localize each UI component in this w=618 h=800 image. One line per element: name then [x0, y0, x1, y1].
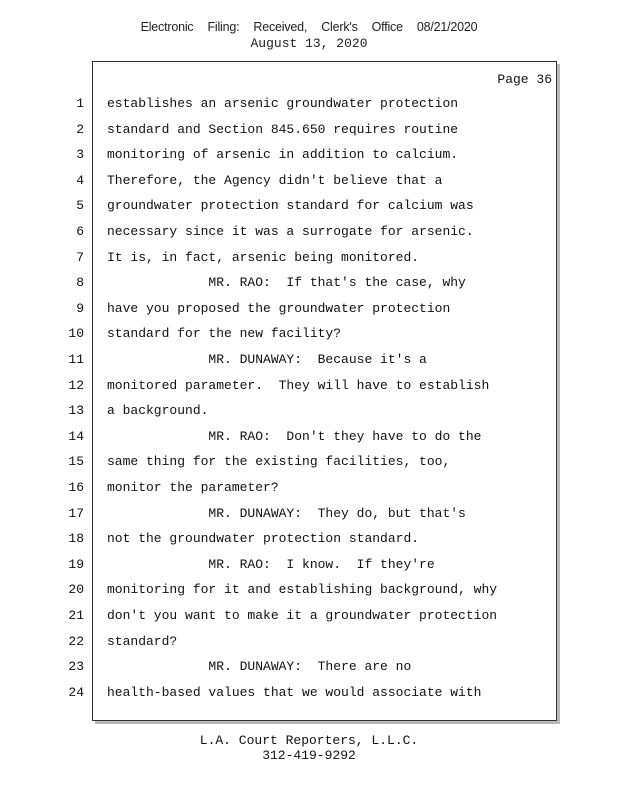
transcript-line-text: Therefore, the Agency didn't believe that a [107, 173, 443, 188]
transcript-line-text: have you proposed the groundwater protection [107, 301, 451, 316]
line-number: 19 [68, 557, 84, 572]
transcript-line-text: necessary since it was a surrogate for arsenic. [107, 224, 474, 239]
line-number: 20 [68, 582, 84, 597]
filing-stamp [0, 20, 618, 34]
line-number: 22 [68, 634, 84, 649]
stamp-word: Filing: [207, 20, 240, 34]
transcript-line-text: monitoring of arsenic in addition to calcium. [107, 147, 459, 162]
transcript-line-text: standard for the new facility? [107, 326, 342, 341]
line-number: 16 [68, 480, 84, 495]
line-number: 24 [68, 685, 84, 700]
line-number: 17 [68, 506, 84, 521]
stamp-word: Received, [253, 20, 308, 34]
line-number: 12 [68, 378, 84, 393]
line-number: 15 [68, 454, 84, 469]
line-number: 11 [68, 352, 84, 367]
line-number: 14 [68, 429, 84, 444]
transcript-line-text: MR. DUNAWAY: Because it's a [107, 352, 427, 367]
line-number: 21 [68, 608, 84, 623]
transcript-line-text: MR. RAO: Don't they have to do the [107, 429, 482, 444]
line-number: 9 [76, 301, 84, 316]
line-number: 1 [76, 96, 84, 111]
transcript-line-text: standard? [107, 634, 178, 649]
transcript-line-text: same thing for the existing facilities, too, [107, 454, 451, 469]
stamp-word: Office [371, 20, 403, 34]
stamp-word: Clerk's [321, 20, 358, 34]
line-number: 23 [68, 659, 84, 674]
line-number: 3 [76, 147, 84, 162]
transcript-line-text: monitoring for it and establishing background, why [107, 582, 498, 597]
transcript-line-text: monitored parameter. They will have to establish [107, 378, 490, 393]
line-number: 7 [76, 250, 84, 265]
stamp-word: 08/21/2020 [416, 20, 478, 34]
transcript-line-text: establishes an arsenic groundwater protection [107, 96, 459, 111]
hearing-date: August 13, 2020 [250, 36, 368, 51]
line-number: 6 [76, 224, 84, 239]
transcript-line-text: don't you want to make it a groundwater protection [107, 608, 498, 623]
line-number: 13 [68, 403, 84, 418]
line-number: 2 [76, 122, 84, 137]
transcript-line-text: standard and Section 845.650 requires routine [107, 122, 459, 137]
transcript-line-text: MR. DUNAWAY: They do, but that's [107, 506, 466, 521]
transcript-line-text: not the groundwater protection standard. [107, 531, 420, 546]
transcript-line-text: It is, in fact, arsenic being monitored. [107, 250, 420, 265]
reporter-phone: 312-419-9292 [262, 748, 356, 763]
stamp-word: Electronic [140, 20, 194, 34]
line-number: 18 [68, 531, 84, 546]
line-number: 8 [76, 275, 84, 290]
transcript-line-text: monitor the parameter? [107, 480, 279, 495]
transcript-line-text: health-based values that we would associate with [107, 685, 482, 700]
transcript-line-text: MR. RAO: If that's the case, why [107, 275, 466, 290]
page-number: Page 36 [497, 72, 552, 87]
transcript-line-text: MR. DUNAWAY: There are no [107, 659, 412, 674]
transcript-line-text: groundwater protection standard for calcium was [107, 198, 474, 213]
reporter-company: L.A. Court Reporters, L.L.C. [199, 733, 419, 748]
line-number: 5 [76, 198, 84, 213]
line-number: 10 [68, 326, 84, 341]
transcript-line-text: MR. RAO: I know. If they're [107, 557, 435, 572]
transcript-line-text: a background. [107, 403, 209, 418]
line-number: 4 [76, 173, 84, 188]
